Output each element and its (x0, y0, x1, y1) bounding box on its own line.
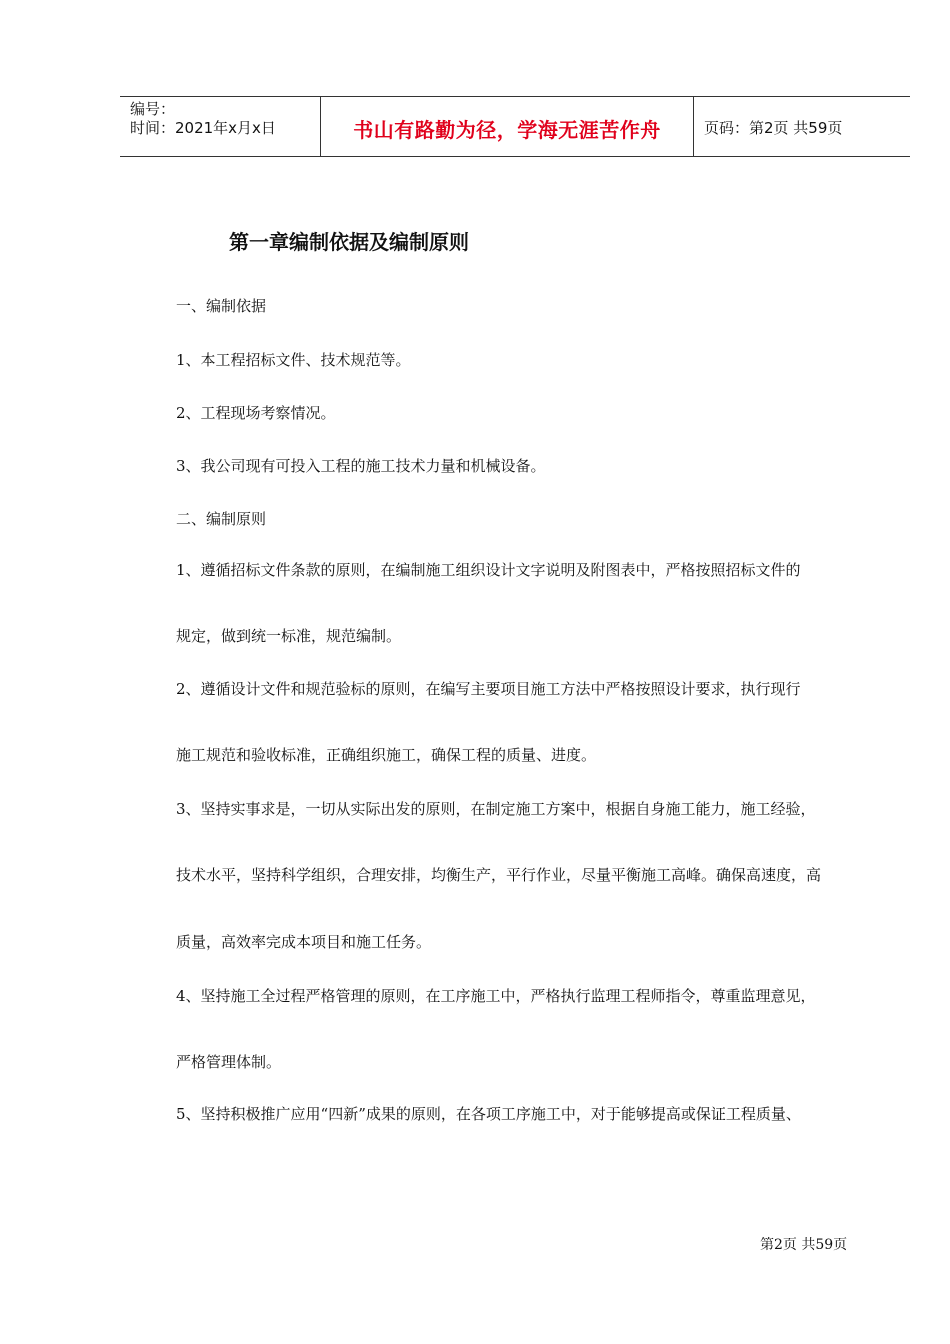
header-left-cell (120, 97, 321, 156)
header-motto: 书山有路勤为径，学海无涯苦作舟 (353, 118, 661, 142)
body-line: 3、我公司现有可投入工程的施工技术力量和机械设备。 (176, 457, 546, 475)
body-line: 2、工程现场考察情况。 (176, 404, 336, 422)
body-line: 技术水平，坚持科学组织，合理安排，均衡生产，平行作业，尽量平衡施工高峰。确保高速度，高 (176, 866, 822, 884)
body-line: 1、本工程招标文件、技术规范等。 (176, 351, 411, 369)
body-line: 质量，高效率完成本项目和施工任务。 (176, 933, 432, 951)
header-motto-cell (321, 97, 694, 156)
body-line: 2、遵循设计文件和规范验标的原则，在编写主要项目施工方法中严格按照设计要求，执行现行 (176, 680, 801, 698)
document-number-label: 编号： (130, 100, 176, 118)
page-footer: 第2页 共59页 (760, 1237, 848, 1253)
document-time: 时间：2021年x月x日 (130, 119, 276, 137)
body-line: 3、坚持实事求是，一切从实际出发的原则，在制定施工方案中，根据自身施工能力，施工经验， (176, 800, 816, 818)
section-heading: 二、编制原则 (176, 510, 267, 528)
page-header (120, 96, 910, 157)
body-line: 严格管理体制。 (176, 1053, 282, 1071)
chapter-title: 第一章编制依据及编制原则 (229, 230, 469, 254)
body-line: 1、遵循招标文件条款的原则，在编制施工组织设计文字说明及附图表中，严格按照招标文件的 (176, 561, 801, 579)
body-line: 施工规范和验收标准，正确组织施工，确保工程的质量、进度。 (176, 746, 597, 764)
body-line: 5、坚持积极推广应用“四新”成果的原则，在各项工序施工中，对于能够提高或保证工程质量、 (176, 1105, 801, 1123)
header-page-cell (694, 97, 910, 156)
section-heading: 一、编制依据 (176, 297, 267, 315)
header-page-info: 页码：第2页 共59页 (704, 119, 843, 137)
body-line: 规定，做到统一标准，规范编制。 (176, 627, 402, 645)
body-line: 4、坚持施工全过程严格管理的原则，在工序施工中，严格执行监理工程师指令，尊重监理意见， (176, 987, 816, 1005)
